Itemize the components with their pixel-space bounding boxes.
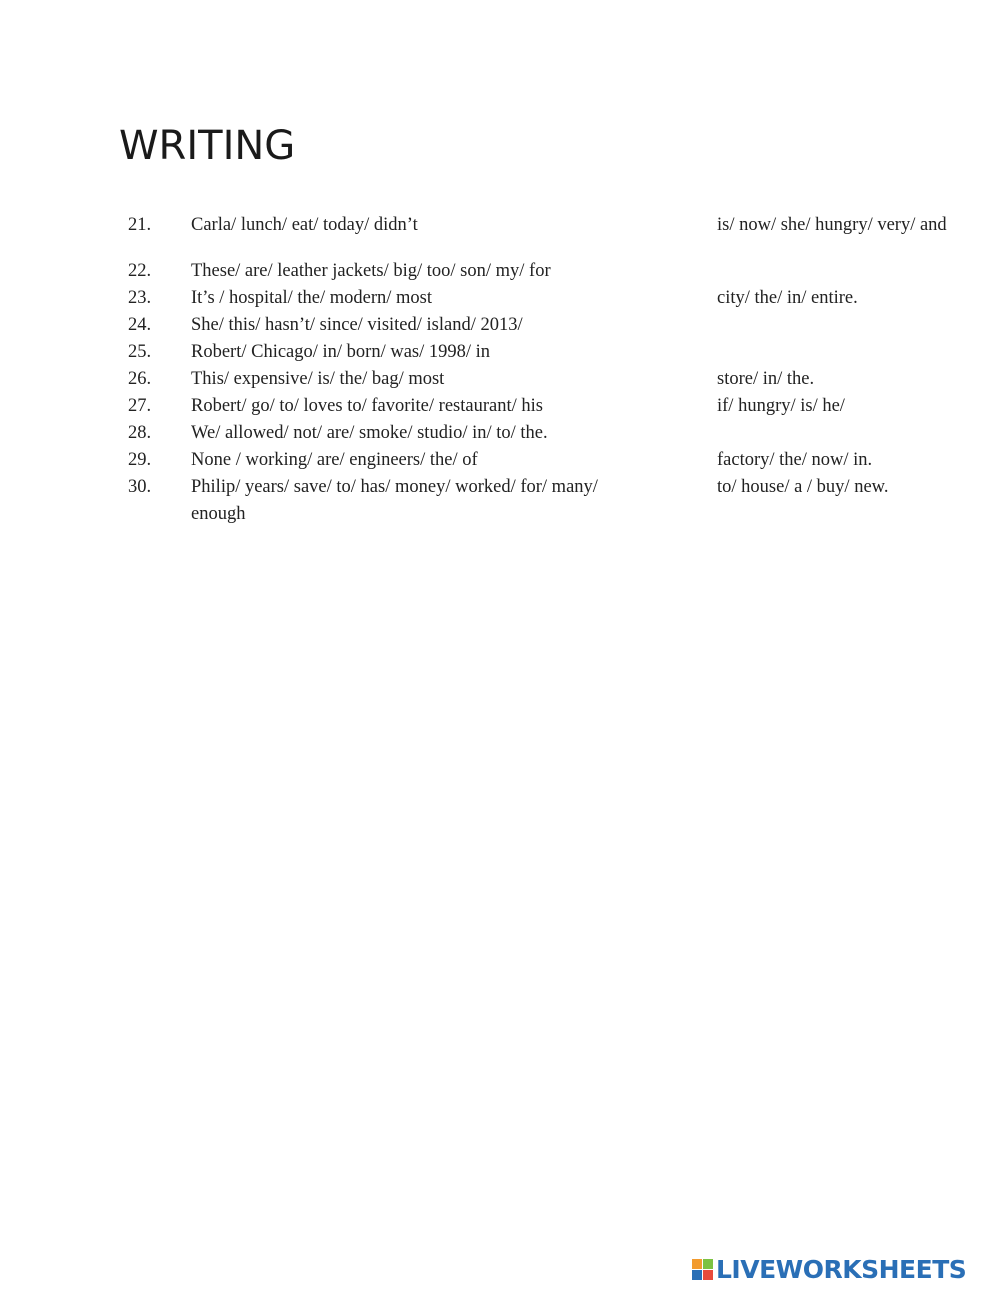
exercise-words-left: Philip/ years/ save/ to/ has/ money/ worked/ for/ many/ enough (191, 477, 598, 524)
exercise-row (0, 420, 1000, 447)
exercise-words-left: None / working/ are/ engineers/ the/ of (191, 450, 478, 470)
exercise-number: 30. (128, 477, 152, 497)
exercise-words-right: to/ house/ a / buy/ new. (717, 477, 889, 497)
exercise-words-left: She/ this/ hasn’t/ since/ visited/ island/ 2013/ (191, 315, 523, 335)
exercise-number: 28. (128, 423, 152, 443)
exercise-words-left: This/ expensive/ is/ the/ bag/ most (191, 369, 445, 389)
exercise-row (0, 212, 1000, 258)
exercise-words-right: is/ now/ she/ hungry/ very/ and (717, 215, 947, 235)
exercise-words-left: Carla/ lunch/ eat/ today/ didn’t (191, 215, 418, 235)
exercise-row (0, 339, 1000, 366)
exercise-row (0, 312, 1000, 339)
exercise-words-left: We/ allowed/ not/ are/ smoke/ studio/ in/ to/ the. (191, 423, 548, 443)
liveworksheets-logo (692, 1254, 966, 1284)
logo-mark-square (703, 1259, 713, 1269)
exercise-number: 22. (128, 261, 152, 281)
page-title: WRITING (119, 123, 296, 169)
exercise-row (0, 393, 1000, 420)
exercise-words-left: Robert/ go/ to/ loves to/ favorite/ restaurant/ his (191, 396, 543, 416)
exercise-words-left: These/ are/ leather jackets/ big/ too/ son/ my/ for (191, 261, 551, 281)
exercise-number: 21. (128, 215, 152, 235)
exercise-list (0, 212, 1000, 528)
exercise-words-left: It’s / hospital/ the/ modern/ most (191, 288, 432, 308)
logo-mark-square (692, 1259, 702, 1269)
logo-mark-icon (692, 1259, 713, 1280)
exercise-number: 26. (128, 369, 152, 389)
exercise-number: 29. (128, 450, 152, 470)
logo-text: LIVEWORKSHEETS (716, 1254, 967, 1284)
exercise-words-right: store/ in/ the. (717, 369, 815, 389)
exercise-row (0, 474, 1000, 528)
exercise-number: 24. (128, 315, 152, 335)
exercise-words-left: Robert/ Chicago/ in/ born/ was/ 1998/ in (191, 342, 491, 362)
exercise-words-right: if/ hungry/ is/ he/ (717, 396, 845, 416)
exercise-row (0, 258, 1000, 285)
logo-mark-square (692, 1270, 702, 1280)
logo-mark-square (703, 1270, 713, 1280)
exercise-words-right: city/ the/ in/ entire. (717, 288, 858, 308)
exercise-row (0, 447, 1000, 474)
exercise-words-right: factory/ the/ now/ in. (717, 450, 873, 470)
exercise-row (0, 285, 1000, 312)
exercise-number: 25. (128, 342, 152, 362)
exercise-number: 27. (128, 396, 152, 416)
exercise-number: 23. (128, 288, 152, 308)
exercise-row (0, 366, 1000, 393)
